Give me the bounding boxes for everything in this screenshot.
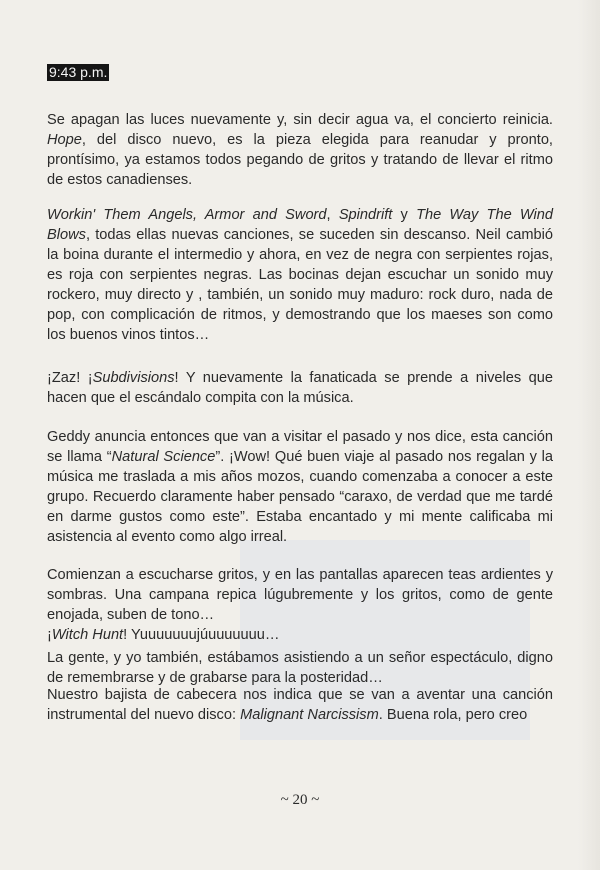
text-run: y xyxy=(392,207,417,223)
text-run: ”. ¡Wow! Qué buen viaje al pasado nos regalan y la música me traslada a mis años mozos, cuando comenzaba a conocer a este grupo. Recuerdo claramente haber pensado “caraxo, de verdad que me tardé en darme gustos como este”. Estaba encantado y mi mente calificaba mi asistencia al evento como algo irreal. xyxy=(47,449,553,545)
paragraph xyxy=(47,648,553,688)
text-run: , todas ellas nuevas canciones, se suceden sin descanso. Neil cambió la boina durante el intermedio y ahora, en vez de negra con serpientes rojas, es roja con serpientes negras. Las bocinas dejan escuchar un sonido muy rockero, muy directo y , también, un sonido muy maduro: rock duro, nada de pop, con complicación de ritmos, y demostrando que los maeses son como los buenos vinos tintos… xyxy=(47,227,553,343)
italic-title: Subdivisions xyxy=(92,370,175,386)
text-run: Nuestro bajista de cabecera nos indica que se van a aventar una canción instrumental del nuevo disco: xyxy=(47,687,553,723)
text-run: ! Yuuuuuuujúuuuuuuu… xyxy=(123,627,280,643)
text-run: ¡Zaz! ¡ xyxy=(47,370,93,386)
time-label: 9:43 p.m. xyxy=(49,64,108,80)
text-run: , xyxy=(326,207,339,223)
paragraph xyxy=(47,685,553,725)
italic-title: The Way The Wind Blows xyxy=(47,207,554,243)
text-run: ! Y nuevamente la fanaticada se prende a niveles que hacen que el escándalo compita con la música. xyxy=(47,370,553,406)
text-run: Comienzan a escucharse gritos, y en las pantallas aparecen teas ardientes y sombras. Una campana repica lúgubremente y los gritos, como de gente enojada, suben de tono… xyxy=(47,567,553,623)
text-run: Se apagan las luces nuevamente y, sin decir agua va, el concierto reinicia. xyxy=(47,112,553,128)
text-run: . Buena rola, pero creo xyxy=(378,707,528,723)
page-edge xyxy=(578,0,600,870)
paragraph xyxy=(47,205,553,345)
paragraph xyxy=(47,427,553,547)
italic-title: Witch Hunt xyxy=(51,627,124,643)
paragraph xyxy=(47,110,553,190)
paragraph xyxy=(47,565,553,645)
text-run: , del disco nuevo, es la pieza elegida para reanudar y pronto, prontísimo, ya estamos todos pegando de gritos y tratando de llevar el ritmo de estos canadienses. xyxy=(47,132,553,188)
text-run: La gente, y yo también, estábamos asistiendo a un señor espectáculo, digno de remembrarse y de grabarse para la posteridad… xyxy=(47,650,553,686)
page-number: ~ 20 ~ xyxy=(280,792,320,808)
italic-title: Hope xyxy=(47,132,82,148)
paragraph xyxy=(47,368,553,408)
italic-title: Malignant Narcissism xyxy=(240,707,379,723)
text-run: Geddy anuncia entonces que van a visitar el pasado y nos dice, esta canción se llama “ xyxy=(47,429,553,465)
italic-title: Spindrift xyxy=(338,207,393,223)
italic-title: Workin' Them Angels, Armor and Sword xyxy=(47,207,327,223)
italic-title: Natural Science xyxy=(111,449,216,465)
text-run: ¡ xyxy=(47,627,52,643)
